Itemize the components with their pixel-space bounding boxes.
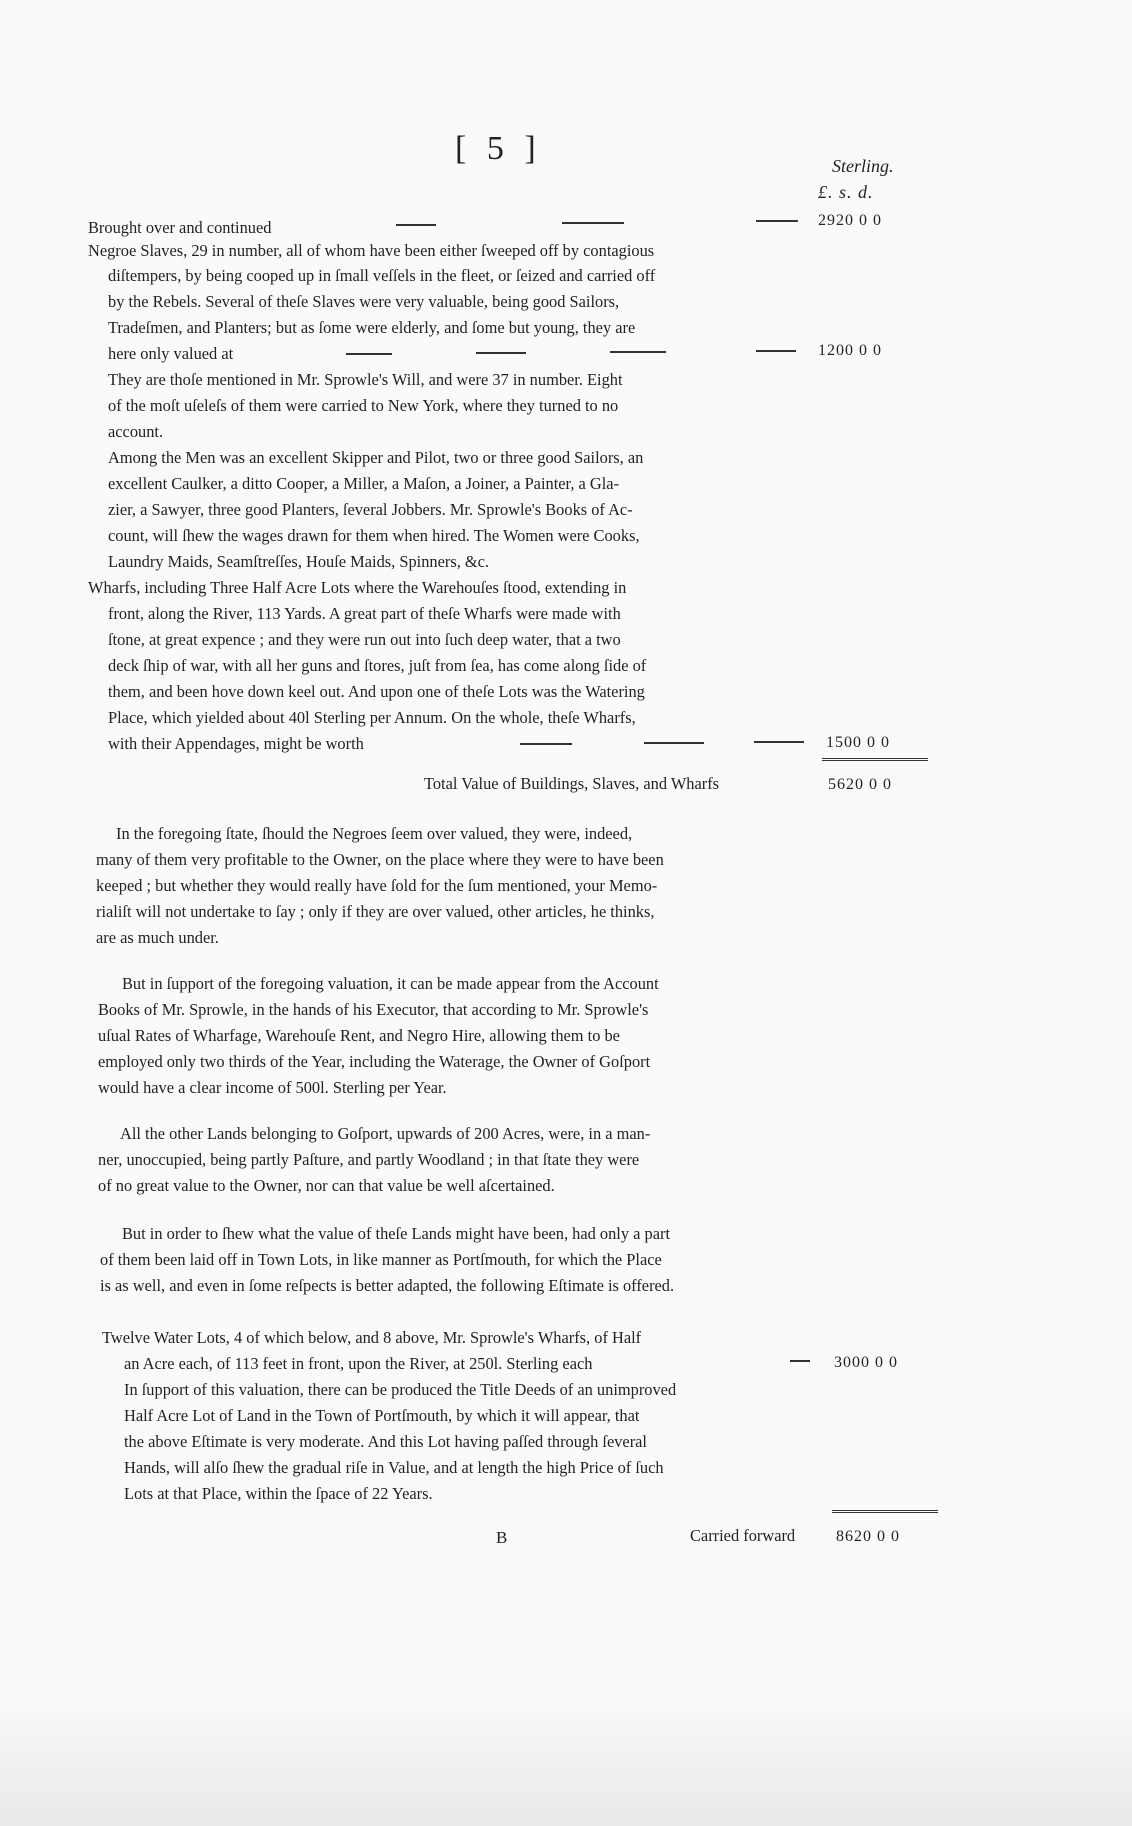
text-line: uſual Rates of Wharfage, Warehouſe Rent, and Negro Hire, allowing them to be [98,1026,620,1045]
text-line: Tradeſmen, and Planters; but as ſome were elderly, and ſome but young, they are [108,318,636,337]
text-line: are as much under. [96,928,219,947]
text-line: Hands, will alſo ſhew the gradual riſe in Value, and at length the high Price of ſuch [124,1458,664,1477]
leader-dash [476,352,526,354]
text-line: with their Appendages, might be worth [108,734,364,753]
carried-forward-amount: 8620 0 0 [836,1528,900,1545]
text-line: them, and been hove down keel out. And upon one of theſe Lots was the Watering [108,682,645,701]
text-line: front, along the River, 113 Yards. A great part of theſe Wharfs were made with [108,604,621,623]
leader-dash [756,350,796,352]
sum-rule [822,758,928,764]
text-line: Among the Men was an excellent Skipper and Pilot, two or three good Sailors, an [108,448,644,467]
text-line: deck ſhip of war, with all her guns and ſtores, juſt from ſea, has come along ſide of [108,656,647,675]
text-line: In the foregoing ſtate, ſhould the Negroes ſeem over valued, they were, indeed, [116,824,633,843]
text-line: But in ſupport of the foregoing valuation, it can be made appear from the Account [122,974,659,993]
text-line: They are thoſe mentioned in Mr. Sprowle's Will, and were 37 in number. Eight [108,370,623,389]
signature-mark: B [496,1528,508,1547]
text-line: Books of Mr. Sprowle, in the hands of his Executor, that according to Mr. Sprowle's [98,1000,649,1019]
text-line: the above Eſtimate is very moderate. And this Lot having paſſed through ſeveral [124,1432,647,1451]
text-line: is as well, and even in ſome reſpects is better adapted, the following Eſtimate is offered. [100,1276,675,1295]
text-line: All the other Lands belonging to Goſport, upwards of 200 Acres, were, in a man- [120,1124,651,1143]
text-line: employed only two thirds of the Year, including the Waterage, the Owner of Goſport [98,1052,651,1071]
scan-shadow [0,1690,1132,1826]
text-line: But in order to ſhew what the value of theſe Lands might have been, had only a part [122,1224,671,1243]
text-line: account. [108,422,164,441]
text-line: Twelve Water Lots, 4 of which below, and 8 above, Mr. Sprowle's Wharfs, of Half [102,1328,642,1347]
text-line: excellent Caulker, a ditto Cooper, a Miller, a Maſon, a Joiner, a Painter, a Gla- [108,474,620,493]
text-line: zier, a Sawyer, three good Planters, ſeveral Jobbers. Mr. Sprowle's Books of Ac- [108,500,633,519]
text-line: many of them very profitable to the Owner, on the place where they were to have been [96,850,664,869]
sum-rule [832,1510,938,1516]
page-number: [ 5 ] [455,130,542,167]
text-line: diſtempers, by being cooped up in ſmall veſſels in the fleet, or ſeized and carried off [108,266,656,285]
text-line: of them been laid off in Town Lots, in like manner as Portſmouth, for which the Place [100,1250,662,1269]
text-line: Place, which yielded about 40l Sterling per Annum. On the whole, theſe Wharfs, [108,708,636,727]
text-line: here only valued at [108,344,234,363]
carried-forward-label: Carried forward [690,1526,796,1545]
text-line: count, will ſhew the wages drawn for them when hired. The Women were Cooks, [108,526,640,545]
amount: 1200 0 0 [818,342,882,359]
text-line: Lots at that Place, within the ſpace of 22 Years. [124,1484,433,1503]
total-label: Total Value of Buildings, Slaves, and Wharfs [424,774,720,793]
text-line: would have a clear income of 500l. Sterling per Year. [98,1078,447,1097]
text-line: rialiſt will not undertake to ſay ; only if they are over valued, other articles, he thinks, [96,902,655,921]
leader-dash [346,353,392,355]
text-line: ſtone, at great expence ; and they were run out into ſuch deep water, that a two [108,630,621,649]
leader-dash [756,220,798,222]
leader-dash [520,743,572,745]
leader-dash [610,351,666,353]
text-line: Half Acre Lot of Land in the Town of Portſmouth, by which it will appear, that [124,1406,640,1425]
text-line: by the Rebels. Several of theſe Slaves were very valuable, being good Sailors, [108,292,620,311]
text-line: keeped ; but whether they would really have ſold for the ſum mentioned, your Memo- [96,876,658,895]
text-line: In ſupport of this valuation, there can be produced the Title Deeds of an unimproved [124,1380,677,1399]
text-line: of the moſt uſeleſs of them were carried to New York, where they turned to no [108,396,619,415]
leader-dash [396,224,436,226]
leader-dash [644,742,704,744]
leader-dash [790,1360,810,1362]
total-amount: 5620 0 0 [828,776,892,793]
amount: 3000 0 0 [834,1354,898,1371]
amount: 2920 0 0 [818,212,882,229]
leader-dash [562,222,624,224]
currency-units: £. s. d. [818,182,874,202]
text-line: an Acre each, of 113 feet in front, upon the River, at 250l. Sterling each [124,1354,593,1373]
leader-dash [754,741,804,743]
amount: 1500 0 0 [826,734,890,751]
currency-label: Sterling. [832,156,894,176]
text-line: Brought over and continued [88,218,272,237]
text-line: Laundry Maids, Seamſtreſſes, Houſe Maids, Spinners, &c. [108,552,490,571]
text-line: Negroe Slaves, 29 in number, all of whom have been either ſweeped off by contagious [88,241,655,260]
text-line: of no great value to the Owner, nor can that value be well aſcertained. [98,1176,555,1195]
text-line: Wharfs, including Three Half Acre Lots where the Warehouſes ſtood, extending in [88,578,627,597]
text-line: ner, unoccupied, being partly Paſture, and partly Woodland ; in that ſtate they were [98,1150,640,1169]
